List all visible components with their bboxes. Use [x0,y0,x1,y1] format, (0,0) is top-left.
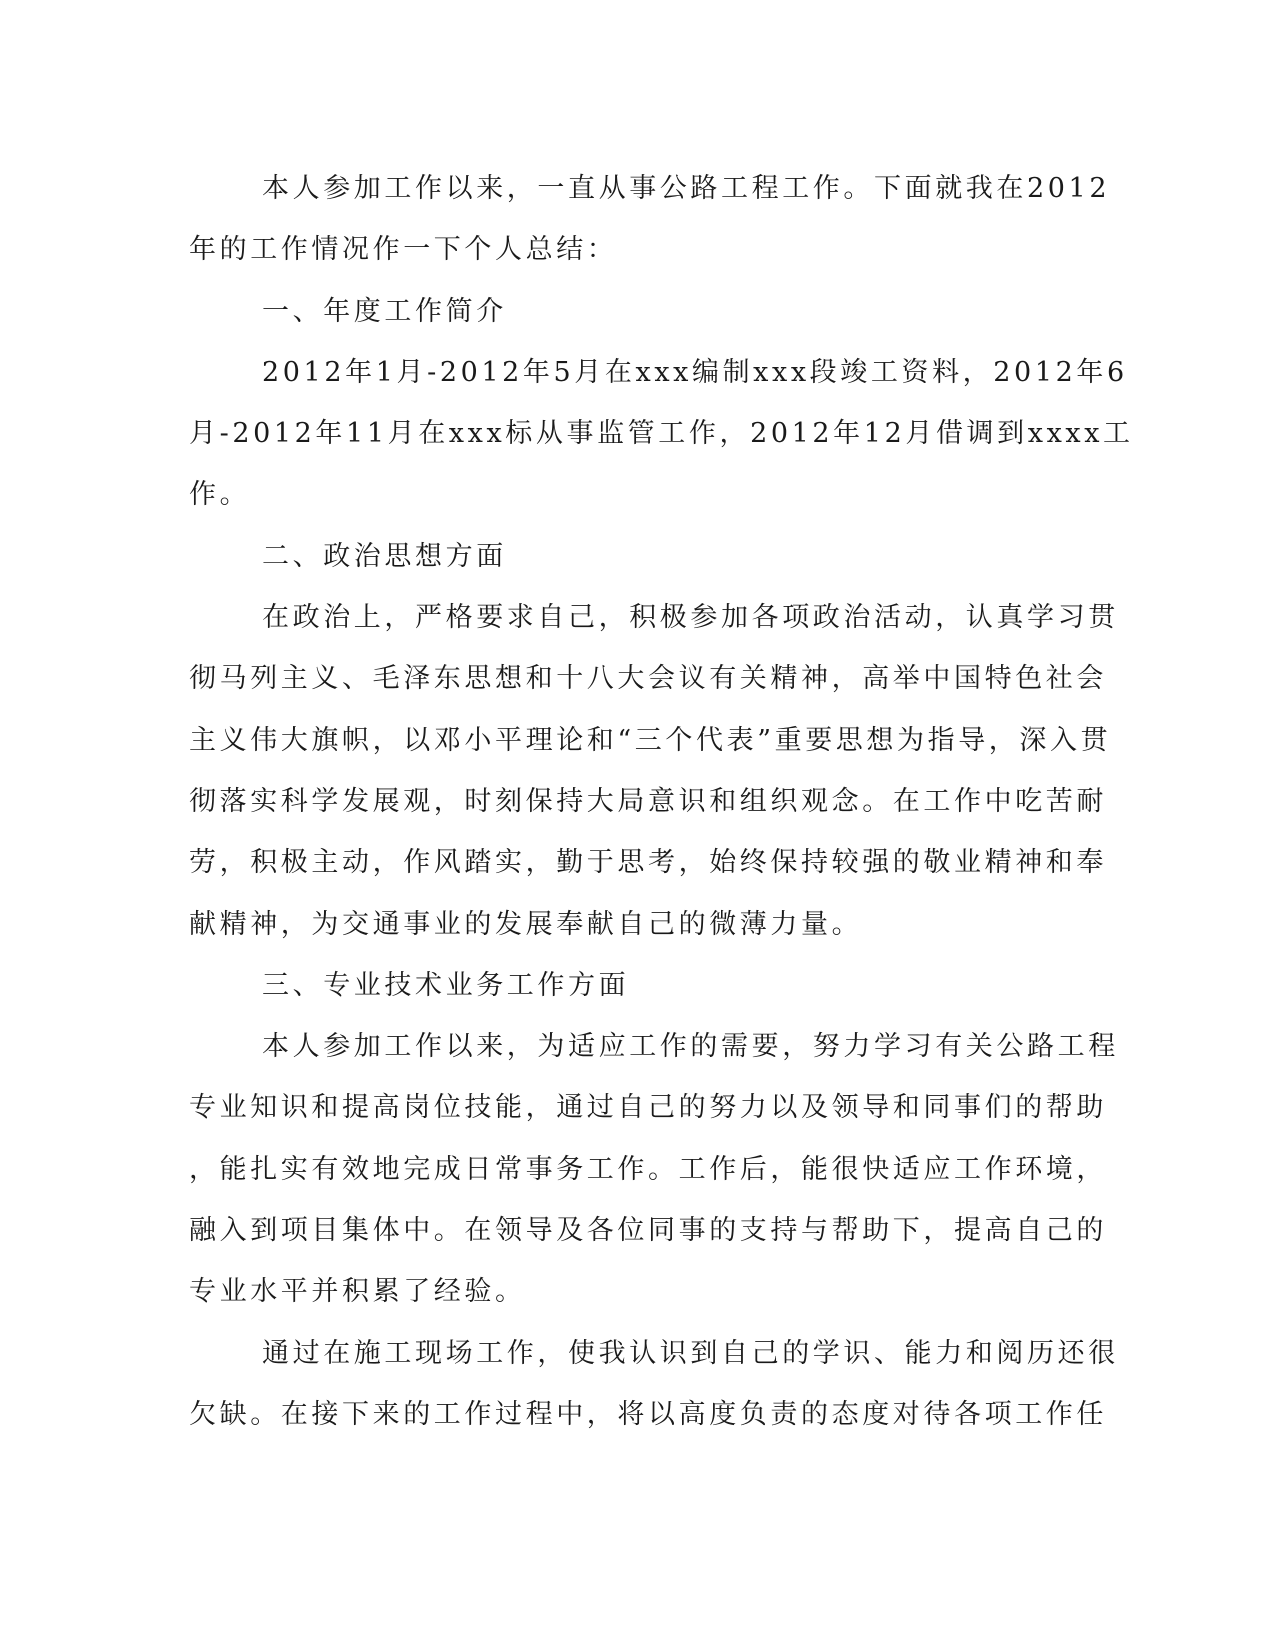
text-line: 月-2012年11月在xxx标从事监管工作，2012年12月借调到xxxx工 [189,418,1134,450]
text-line: 本人参加工作以来，一直从事公路工程工作。下面就我在2012 [262,173,1111,204]
text-line: 年的工作情况作一下个人总结： [189,234,618,266]
document-body [189,158,1134,1445]
text-line: 献精神，为交通事业的发展奉献自己的微薄力量。 [189,908,863,940]
text-line: 在政治上，严格要求自己，积极参加各项政治活动，认真学习贯 [262,602,1119,634]
text-line: 通过在施工现场工作，使我认识到自己的学识、能力和阅历还很 [262,1337,1119,1369]
text-line: 2012年1月-2012年5月在xxx编制xxx段竣工资料，2012年6 [262,356,1128,388]
text-line: ，能扎实有效地完成日常事务工作。工作后，能很快适应工作环境， [189,1153,1107,1185]
text-line: 作。 [189,479,251,511]
text-line: 劳，积极主动，作风踏实，勤于思考，始终保持较强的敬业精神和奉 [189,847,1107,879]
section-heading: 三、专业技术业务工作方面 [262,969,630,1001]
text-line: 专业水平并积累了经验。 [189,1276,526,1308]
text-line: 欠缺。在接下来的工作过程中，将以高度负责的态度对待各项工作任 [189,1398,1107,1430]
text-line: 本人参加工作以来，为适应工作的需要，努力学习有关公路工程 [262,1031,1119,1063]
section-heading: 二、政治思想方面 [262,540,507,572]
section-heading: 一、年度工作简介 [262,295,507,327]
text-line: 主义伟大旗帜，以邓小平理论和“三个代表”重要思想为指导，深入贯 [189,724,1112,756]
text-line: 专业知识和提高岗位技能，通过自己的努力以及领导和同事们的帮助 [189,1092,1107,1124]
text-line: 融入到项目集体中。在领导及各位同事的支持与帮助下，提高自己的 [189,1215,1107,1247]
text-line: 彻落实科学发展观，时刻保持大局意识和组织观念。在工作中吃苦耐 [189,785,1107,817]
text-line: 彻马列主义、毛泽东思想和十八大会议有关精神，高举中国特色社会 [189,663,1107,695]
